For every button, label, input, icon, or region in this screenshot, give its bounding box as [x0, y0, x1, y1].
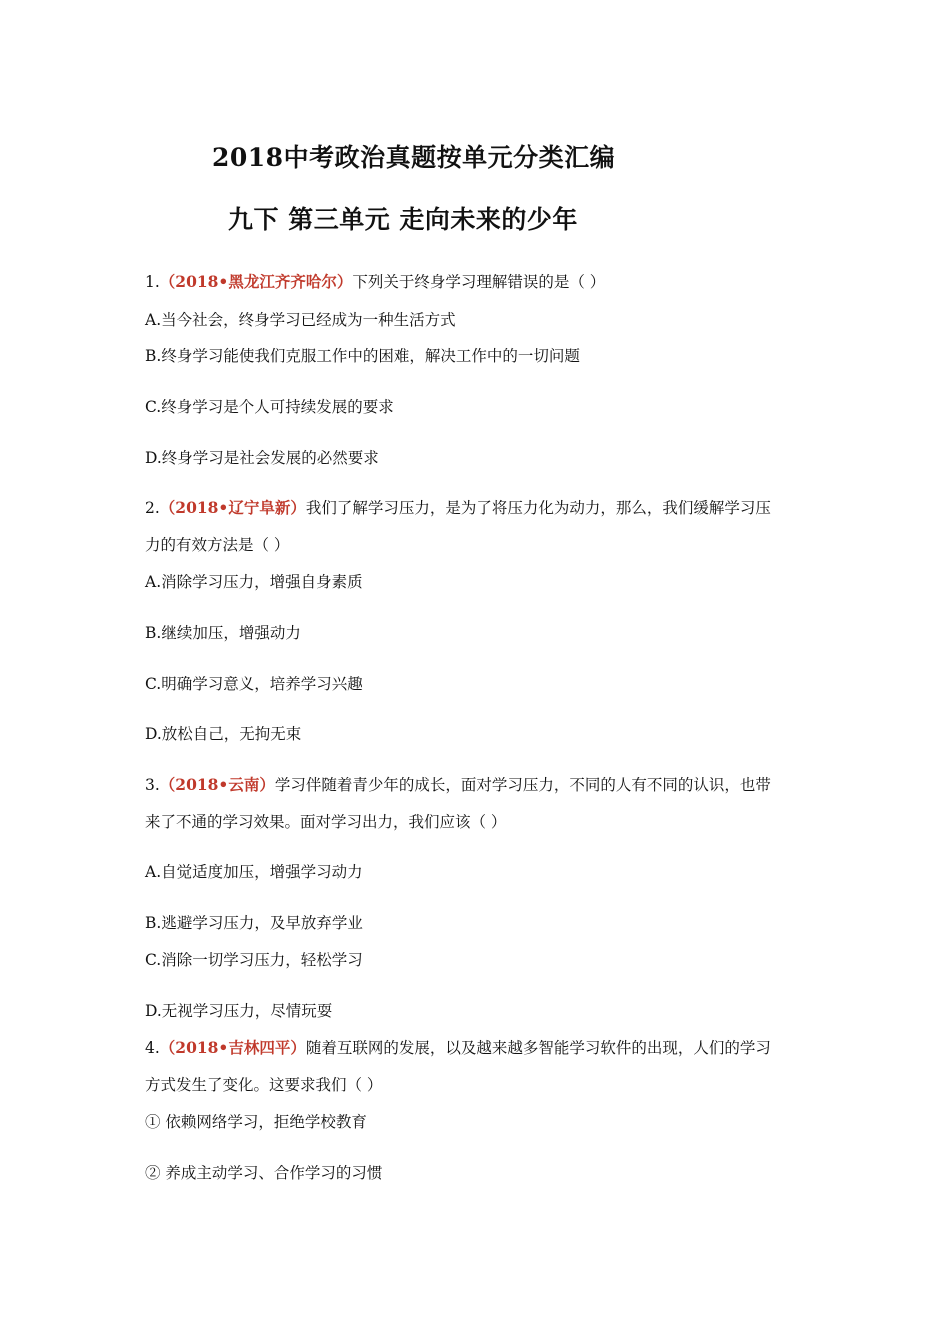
question-3-option-a: A.自觉适度加压，增强学习动力 [145, 863, 363, 881]
question-text: 我们了解学习压力，是为了将压力化为动力，那么，我们缓解学习压 [305, 499, 771, 517]
question-source: （2018•辽宁阜新） [159, 498, 306, 517]
unit-subtitle: 九下 第三单元 走向未来的少年 [228, 205, 578, 234]
question-source: （2018•吉林四平） [159, 1038, 306, 1057]
question-1-option-d: D.终身学习是社会发展的必然要求 [145, 449, 379, 467]
question-number: 1. [145, 273, 160, 291]
question-4-stem [145, 1038, 771, 1058]
question-2-option-c: C.明确学习意义，培养学习兴趣 [145, 675, 363, 693]
question-4-stem-cont: 方式发生了变化。这要求我们（ ） [145, 1076, 383, 1094]
question-3-stem [145, 775, 771, 795]
question-3-stem-cont: 来了不通的学习效果。面对学习出力，我们应该（ ） [145, 813, 507, 831]
question-2-stem [145, 498, 771, 518]
question-1-option-b: B.终身学习能使我们克服工作中的困难，解决工作中的一切问题 [145, 347, 580, 365]
question-2-option-b: B.继续加压，增强动力 [145, 624, 301, 642]
question-2-stem-cont: 力的有效方法是（ ） [145, 536, 290, 554]
question-text: 随着互联网的发展，以及越来越多智能学习软件的出现，人们的学习 [305, 1039, 771, 1057]
question-number: 4. [145, 1039, 160, 1057]
question-number: 2. [145, 499, 160, 517]
question-3-option-c: C.消除一切学习压力，轻松学习 [145, 951, 363, 969]
question-1-stem [145, 272, 605, 292]
question-3-option-d: D.无视学习压力，尽情玩耍 [145, 1002, 333, 1020]
question-number: 3. [145, 776, 160, 794]
question-2-option-a: A.消除学习压力，增强自身素质 [145, 573, 363, 591]
question-text: 下列关于终身学习理解错误的是（ ） [352, 273, 606, 291]
question-source: （2018•云南） [159, 775, 275, 794]
question-text: 学习伴随着青少年的成长，面对学习压力，不同的人有不同的认识，也带 [274, 776, 771, 794]
document-title: 2018中考政治真题按单元分类汇编 [212, 143, 616, 172]
question-1-option-a: A.当今社会，终身学习已经成为一种生活方式 [145, 311, 456, 329]
question-source: （2018•黑龙江齐齐哈尔） [159, 272, 353, 291]
question-3-option-b: B.逃避学习压力，及早放弃学业 [145, 914, 363, 932]
question-1-option-c: C.终身学习是个人可持续发展的要求 [145, 398, 394, 416]
question-2-option-d: D.放松自己，无拘无束 [145, 725, 302, 743]
question-4-item-1: ① 依赖网络学习，拒绝学校教育 [145, 1113, 367, 1131]
question-4-item-2: ② 养成主动学习、合作学习的习惯 [145, 1164, 383, 1182]
